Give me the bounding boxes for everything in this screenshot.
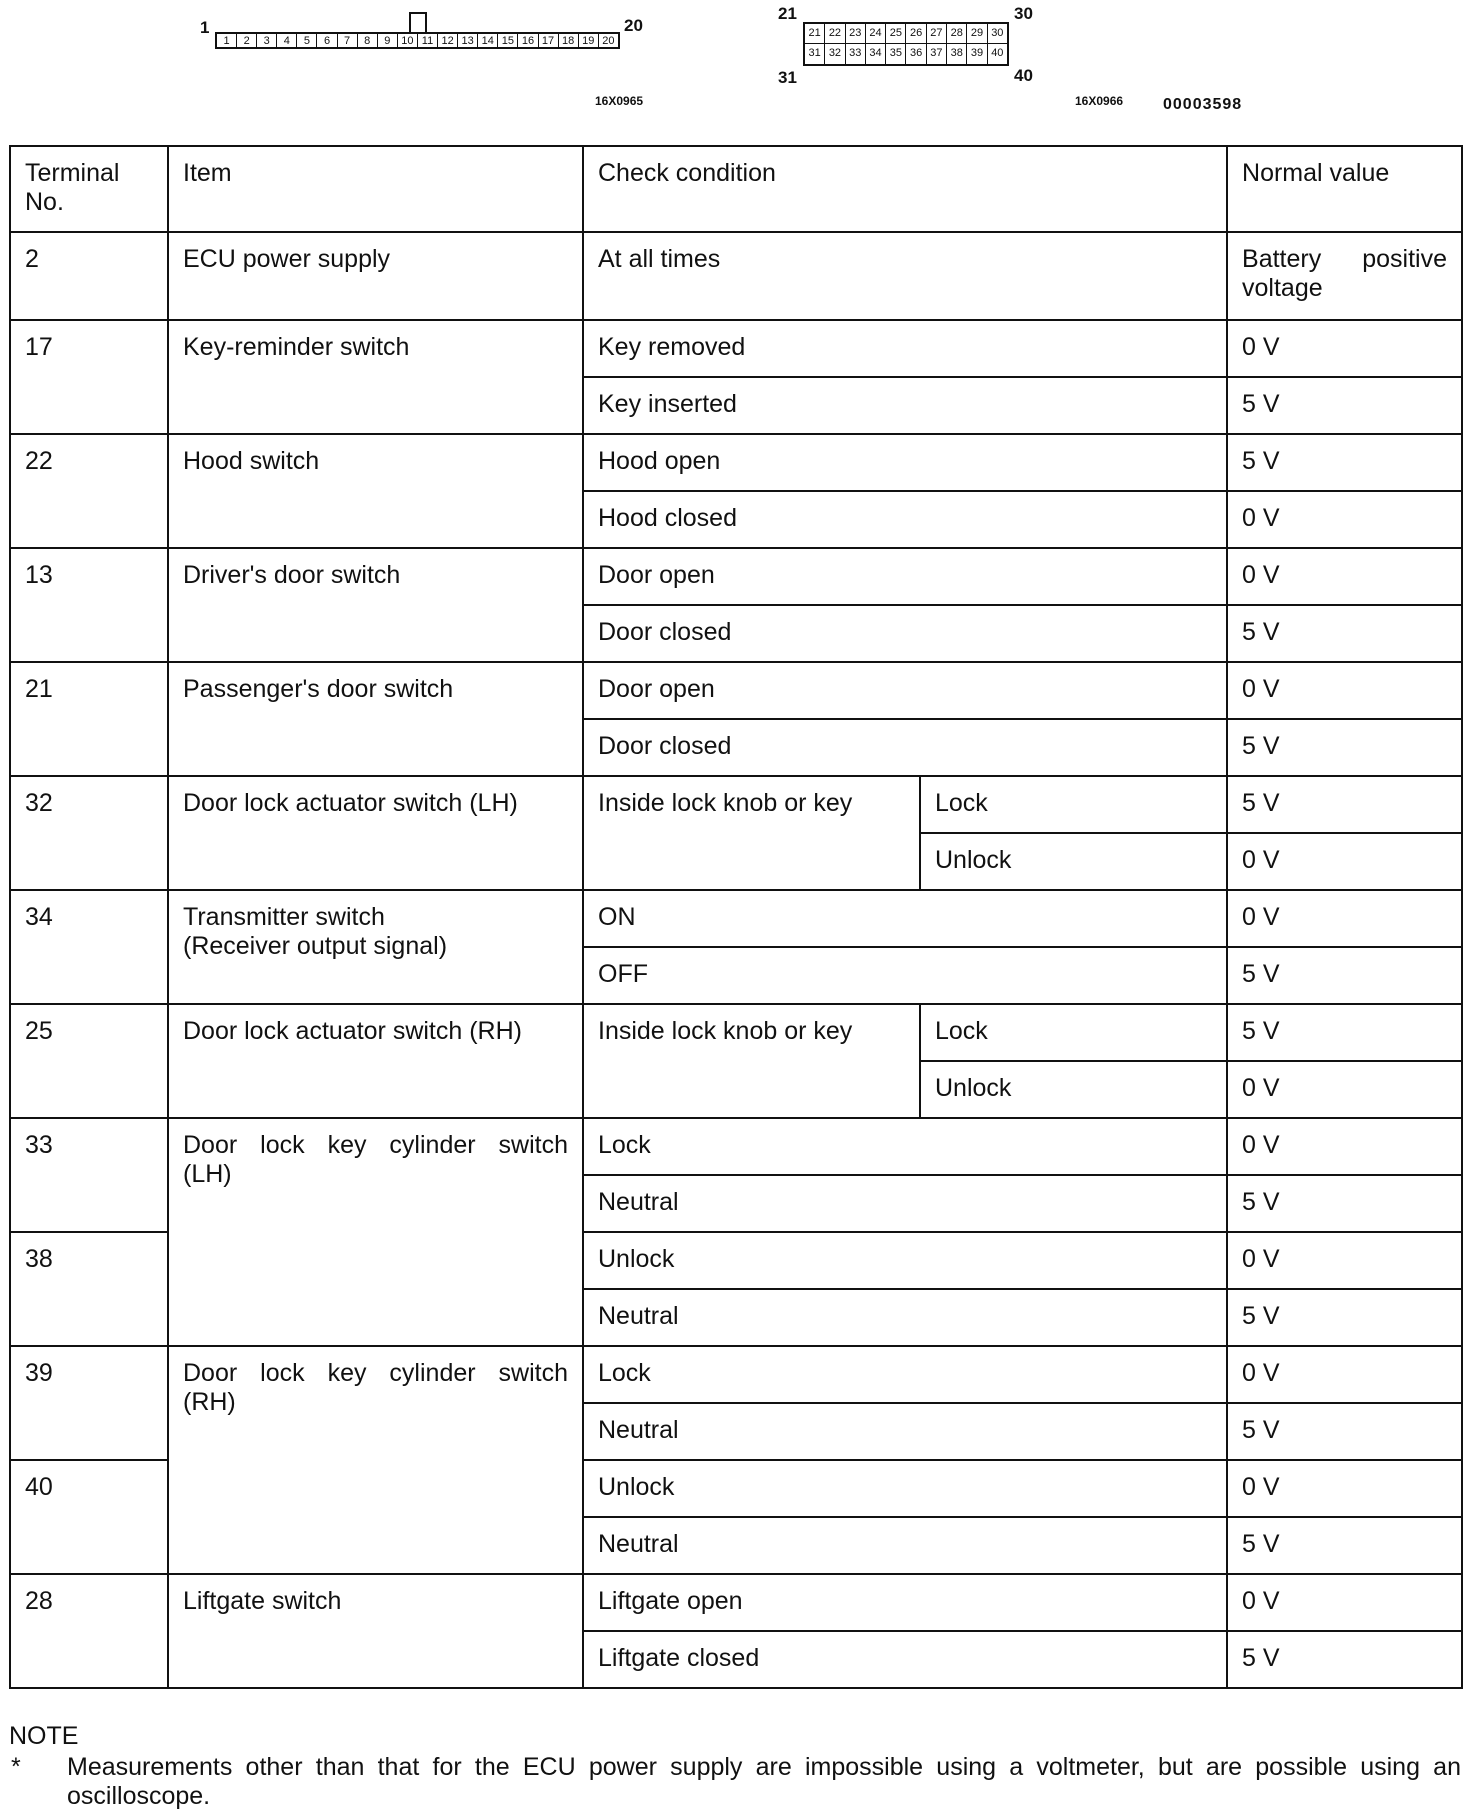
table-row bbox=[10, 662, 1462, 719]
connector-b-bottom-row bbox=[805, 44, 1007, 64]
value-cell: 5 V bbox=[1227, 605, 1462, 662]
note-text: Measurements other than that for the ECU power supply are impossible using a voltmeter, but are possible using an oscilloscope. bbox=[67, 1753, 1461, 1810]
value-cell: 0 V bbox=[1227, 1232, 1462, 1289]
connector-b-pin: 36 bbox=[906, 44, 926, 64]
condition-cell: At all times bbox=[583, 232, 1227, 320]
connector-a-pin: 9 bbox=[378, 34, 398, 47]
connector-b-pin-top-right: 30 bbox=[1014, 4, 1033, 23]
table-row bbox=[10, 1574, 1462, 1631]
sub-condition-cell: Unlock bbox=[920, 833, 1227, 890]
value-cell: 0 V bbox=[1227, 1061, 1462, 1118]
value-cell: 5 V bbox=[1227, 1004, 1462, 1061]
item-line: (Receiver output signal) bbox=[183, 932, 448, 960]
value-cell: 0 V bbox=[1227, 890, 1462, 947]
connector-b-pin: 40 bbox=[991, 47, 1004, 59]
connector-b-pin: 31 bbox=[805, 44, 825, 64]
value-cell: 0 V bbox=[1227, 1118, 1462, 1175]
table-row bbox=[10, 548, 1462, 605]
value-cell: 5 V bbox=[1227, 776, 1462, 833]
connector-b-pin-top-left: 21 bbox=[778, 4, 797, 23]
connector-b-pin: 24 bbox=[866, 24, 886, 44]
terminal-cell: 38 bbox=[10, 1232, 168, 1346]
table-row bbox=[10, 776, 1462, 833]
condition-cell: Neutral bbox=[583, 1289, 1227, 1346]
connector-a-key-mark bbox=[409, 12, 427, 32]
value-cell: 5 V bbox=[1227, 1631, 1462, 1688]
condition-cell: Neutral bbox=[583, 1403, 1227, 1460]
table-row bbox=[10, 1346, 1462, 1403]
sub-condition-cell: Lock bbox=[920, 1004, 1227, 1061]
connector-a-last-pin: 20 bbox=[624, 16, 643, 35]
sub-condition-cell: Lock bbox=[920, 776, 1227, 833]
connector-a-pin: 17 bbox=[539, 34, 559, 47]
value-cell: 5 V bbox=[1227, 1289, 1462, 1346]
value-cell: 0 V bbox=[1227, 491, 1462, 548]
terminal-cell: 13 bbox=[10, 548, 168, 662]
table-header-row bbox=[10, 146, 1462, 232]
condition-cell: Door open bbox=[583, 548, 1227, 605]
condition-cell: OFF bbox=[583, 947, 1227, 1004]
connector-a-pin: 5 bbox=[297, 34, 317, 47]
condition-cell: Unlock bbox=[583, 1460, 1227, 1517]
connector-b-pin: 33 bbox=[846, 44, 866, 64]
connector-b-pin: 34 bbox=[866, 44, 886, 64]
connector-b-pin-bottom-left: 31 bbox=[778, 68, 797, 87]
terminal-cell: 40 bbox=[10, 1460, 168, 1574]
item-cell bbox=[168, 1118, 583, 1346]
condition-cell: Key inserted bbox=[583, 377, 1227, 434]
value-cell: 0 V bbox=[1227, 548, 1462, 605]
connector-a-pin: 12 bbox=[438, 34, 458, 47]
terminal-check-table bbox=[9, 145, 1463, 1689]
terminal-cell: 2 bbox=[10, 232, 168, 320]
condition-cell: Neutral bbox=[583, 1517, 1227, 1574]
item-cell bbox=[168, 1346, 583, 1574]
value-cell: 5 V bbox=[1227, 1175, 1462, 1232]
item-line: Door lock key cylinder switch bbox=[183, 1359, 568, 1387]
connector-a-pin: 14 bbox=[478, 34, 498, 47]
connector-a-pin: 20 bbox=[602, 35, 615, 47]
connector-a-pin: 16 bbox=[518, 34, 538, 47]
connector-b-pin: 29 bbox=[967, 24, 987, 44]
condition-cell: Unlock bbox=[583, 1232, 1227, 1289]
connector-b-pin: 28 bbox=[947, 24, 967, 44]
connector-b-code: 16X0966 bbox=[1075, 94, 1124, 108]
connector-b-pin: 32 bbox=[825, 44, 845, 64]
condition-cell: Liftgate open bbox=[583, 1574, 1227, 1631]
connector-a-pin: 3 bbox=[257, 34, 277, 47]
condition-cell: Hood closed bbox=[583, 491, 1227, 548]
connector-a-pin: 13 bbox=[458, 34, 478, 47]
connector-a-pin: 6 bbox=[317, 34, 337, 47]
condition-cell: Door open bbox=[583, 662, 1227, 719]
connector-a-pin: 7 bbox=[338, 34, 358, 47]
condition-cell: Inside lock knob or key bbox=[583, 776, 920, 890]
item-line: (LH) bbox=[183, 1160, 232, 1188]
table-row bbox=[10, 232, 1462, 320]
terminal-cell: 39 bbox=[10, 1346, 168, 1460]
connector-a-pin: 1 bbox=[217, 34, 237, 47]
connector-a-pin: 2 bbox=[237, 34, 257, 47]
connector-a-pin: 10 bbox=[398, 34, 418, 47]
connector-b-top-row bbox=[805, 24, 1007, 44]
terminal-cell: 21 bbox=[10, 662, 168, 776]
condition-cell: ON bbox=[583, 890, 1227, 947]
condition-cell: Liftgate closed bbox=[583, 1631, 1227, 1688]
item-cell: Door lock actuator switch (LH) bbox=[168, 776, 583, 890]
connector-b-pin: 26 bbox=[906, 24, 926, 44]
connector-b-pin: 27 bbox=[927, 24, 947, 44]
terminal-cell: 33 bbox=[10, 1118, 168, 1232]
value-cell: 0 V bbox=[1227, 1346, 1462, 1403]
connector-b-pin-bottom-right: 40 bbox=[1014, 66, 1033, 85]
condition-cell: Door closed bbox=[583, 719, 1227, 776]
value-cell: 0 V bbox=[1227, 1460, 1462, 1517]
item-cell: Door lock actuator switch (RH) bbox=[168, 1004, 583, 1118]
note-line bbox=[9, 1753, 1461, 1811]
condition-cell: Key removed bbox=[583, 320, 1227, 377]
terminal-cell: 17 bbox=[10, 320, 168, 434]
connector-b-pin: 22 bbox=[825, 24, 845, 44]
value-cell: 5 V bbox=[1227, 1517, 1462, 1574]
value-cell: 0 V bbox=[1227, 1574, 1462, 1631]
note-bullet: * bbox=[11, 1753, 21, 1781]
sub-condition-cell: Unlock bbox=[920, 1061, 1227, 1118]
connector-b-pin-grid bbox=[803, 22, 1009, 66]
terminal-cell: 25 bbox=[10, 1004, 168, 1118]
item-cell: Driver's door switch bbox=[168, 548, 583, 662]
connector-a-pin: 19 bbox=[579, 34, 599, 47]
item-line: (RH) bbox=[183, 1388, 236, 1416]
item-cell: Hood switch bbox=[168, 434, 583, 548]
header-terminal-no: Terminal No. bbox=[10, 146, 168, 232]
value-cell: 0 V bbox=[1227, 320, 1462, 377]
value-cell: 5 V bbox=[1227, 434, 1462, 491]
connector-b-pin: 35 bbox=[886, 44, 906, 64]
terminal-cell: 22 bbox=[10, 434, 168, 548]
connector-b-pin: 37 bbox=[927, 44, 947, 64]
connector-a-pin: 18 bbox=[559, 34, 579, 47]
item-cell: ECU power supply bbox=[168, 232, 583, 320]
value-cell: Battery positive voltage bbox=[1227, 232, 1462, 320]
note-title: NOTE bbox=[9, 1722, 79, 1750]
item-cell bbox=[168, 890, 583, 1004]
terminal-cell: 32 bbox=[10, 776, 168, 890]
item-line: Door lock key cylinder switch bbox=[183, 1131, 568, 1159]
item-cell: Passenger's door switch bbox=[168, 662, 583, 776]
value-cell: 0 V bbox=[1227, 833, 1462, 890]
connector-a-first-pin: 1 bbox=[200, 18, 210, 37]
condition-cell: Door closed bbox=[583, 605, 1227, 662]
table-row bbox=[10, 1118, 1462, 1175]
connector-b-pin: 23 bbox=[846, 24, 866, 44]
connector-a-pin: 4 bbox=[277, 34, 297, 47]
connector-a-pin: 8 bbox=[358, 34, 378, 47]
connector-b-pin: 38 bbox=[947, 44, 967, 64]
header-check-condition: Check condition bbox=[583, 146, 1227, 232]
header-item: Item bbox=[168, 146, 583, 232]
condition-cell: Lock bbox=[583, 1118, 1227, 1175]
connector-b-pin: 30 bbox=[988, 24, 1007, 44]
connector-b-pin: 39 bbox=[967, 44, 987, 64]
condition-cell: Inside lock knob or key bbox=[583, 1004, 920, 1118]
terminal-cell: 34 bbox=[10, 890, 168, 1004]
note-section bbox=[9, 1722, 1461, 1811]
condition-cell: Lock bbox=[583, 1346, 1227, 1403]
connector-a-pin-row bbox=[215, 32, 620, 49]
connector-b-pin: 25 bbox=[886, 24, 906, 44]
item-cell: Liftgate switch bbox=[168, 1574, 583, 1688]
value-cell: 5 V bbox=[1227, 947, 1462, 1004]
value-cell: 0 V bbox=[1227, 662, 1462, 719]
item-line: Transmitter switch bbox=[183, 903, 385, 931]
figure-reference-code: 00003598 bbox=[1163, 96, 1243, 113]
value-cell: 5 V bbox=[1227, 1403, 1462, 1460]
header-normal-value: Normal value bbox=[1227, 146, 1462, 232]
value-cell: 5 V bbox=[1227, 377, 1462, 434]
connector-a-pin: 15 bbox=[498, 34, 518, 47]
terminal-cell: 28 bbox=[10, 1574, 168, 1688]
value-cell: 5 V bbox=[1227, 719, 1462, 776]
connector-a-code: 16X0965 bbox=[595, 94, 644, 108]
table-row bbox=[10, 434, 1462, 491]
connector-b-pin: 21 bbox=[805, 24, 825, 44]
item-cell: Key-reminder switch bbox=[168, 320, 583, 434]
connector-a-pin: 11 bbox=[418, 34, 438, 47]
condition-cell: Hood open bbox=[583, 434, 1227, 491]
table-row bbox=[10, 1004, 1462, 1061]
table-row bbox=[10, 890, 1462, 947]
condition-cell: Neutral bbox=[583, 1175, 1227, 1232]
table-row bbox=[10, 320, 1462, 377]
